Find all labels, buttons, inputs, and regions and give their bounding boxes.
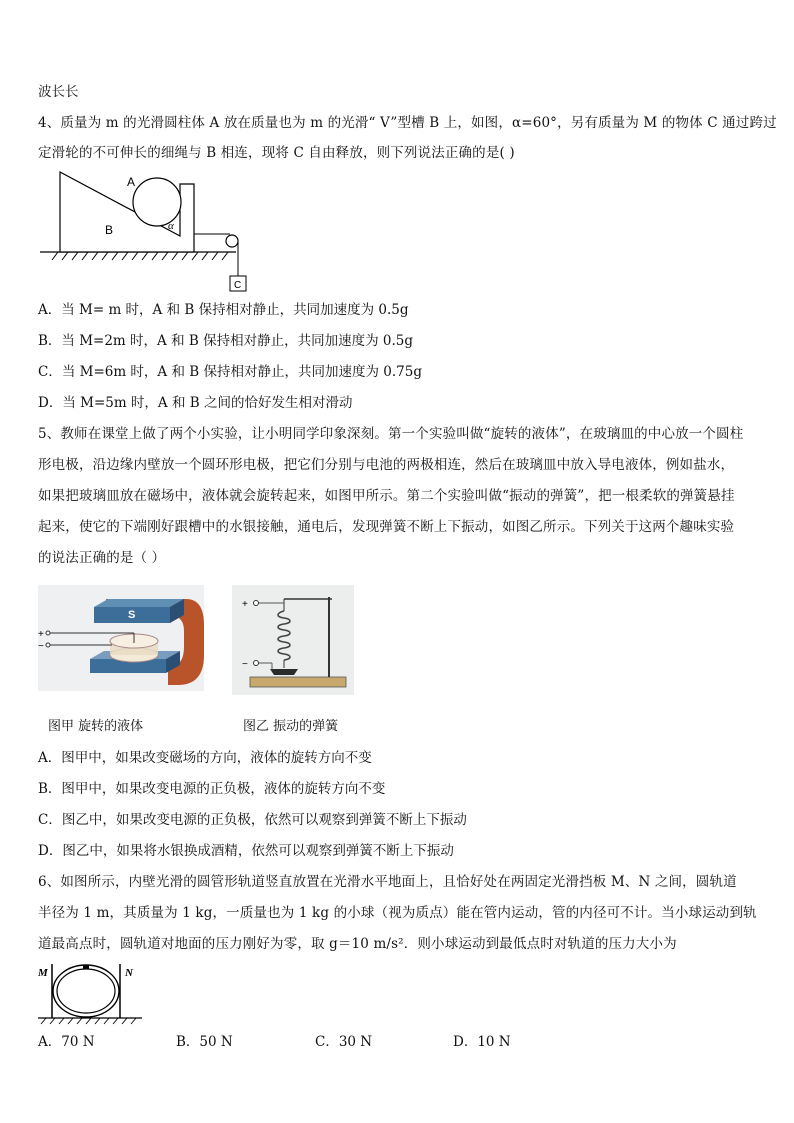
minus-label: −: [38, 641, 44, 652]
ring-track-outer: [53, 965, 119, 1017]
q4-option-c[interactable]: C．当 M=6m 时，A 和 B 保持相对静止，共同加速度为 0.75g: [38, 364, 422, 380]
q6-figure: [38, 958, 144, 1026]
q6-option-c[interactable]: C．30 N: [315, 1034, 373, 1050]
top-fragment: 波长长: [38, 84, 79, 100]
caption-left: 图甲 旋转的液体: [48, 719, 144, 734]
q4-option-d[interactable]: D．当 M=5m 时，A 和 B 之间的恰好发生相对滑动: [38, 395, 353, 411]
q5-option-a[interactable]: A．图甲中，如果改变磁场的方向，液体的旋转方向不变: [38, 750, 372, 766]
ring-track-inner: [57, 969, 115, 1013]
q5-option-c[interactable]: C．图乙中，如果改变电源的正负极，依然可以观察到弹簧不断上下振动: [38, 812, 467, 828]
plus-label: +: [38, 629, 44, 640]
minus-label-2: −: [242, 659, 248, 670]
label-c: C: [234, 280, 242, 291]
q6-option-d[interactable]: D．10 N: [453, 1034, 511, 1050]
q5-option-b[interactable]: B．图甲中，如果改变电源的正负极，液体的旋转方向不变: [38, 781, 386, 797]
magnet-s-label: S: [128, 609, 136, 621]
q4-stem-line2: 定滑轮的不可伸长的细绳与 B 相连，现将 C 自由释放，则下列说法正确的是( ): [38, 145, 515, 161]
q4-option-b[interactable]: B．当 M=2m 时，A 和 B 保持相对静止，共同加速度为 0.5g: [38, 333, 413, 349]
q5-stem-line2: 形电极，沿边缘内壁放一个圆环形电极，把它们分别与电池的两极相连，然后在玻璃皿中放入导电液体，例如盐水，: [38, 457, 735, 473]
label-b: B: [105, 223, 114, 237]
figure-vibrating-spring: [232, 585, 354, 695]
q5-stem-line1: 5、教师在课堂上做了两个小实验，让小明同学印象深刻。第一个实验叫做“旋转的液体”，在玻璃皿的中心放一个圆柱: [38, 426, 744, 442]
label-m: M: [38, 967, 48, 979]
q5-stem-line5: 的说法正确的是（ ）: [38, 550, 166, 566]
q4-stem-line1: 4、质量为 m 的光滑圆柱体 A 放在质量也为 m 的光滑“ V”型槽 B 上，如图，α=60°，另有质量为 M 的物体 C 通过跨过: [38, 115, 777, 131]
pulley: [226, 235, 238, 247]
q4-figure: [36, 166, 276, 296]
cylinder-a: [133, 178, 181, 226]
q4-option-a[interactable]: A．当 M= m 时，A 和 B 保持相对静止，共同加速度为 0.5g: [38, 302, 409, 318]
q6-stem-line2: 半径为 1 m，其质量为 1 kg，一质量也为 1 kg 的小球（视为质点）能在管内运动，管的内径可不计。当小球运动到轨: [38, 905, 757, 921]
q6-stem-line3: 道最高点时，圆轨道对地面的压力刚好为零，取 g＝10 m/s²．则小球运动到最低点时对轨道的压力大小为: [38, 936, 677, 952]
figure-rotating-liquid: [38, 585, 204, 691]
q5-option-d[interactable]: D．图乙中，如果将水银换成酒精，依然可以观察到弹簧不断上下振动: [38, 843, 454, 859]
q6-stem-line1: 6、如图所示，内壁光滑的圆管形轨道竖直放置在光滑水平地面上，且恰好处在两固定光滑挡板 M、N 之间，圆轨道: [38, 874, 737, 890]
plus-label-2: +: [242, 599, 248, 610]
q6-option-b[interactable]: B．50 N: [176, 1034, 233, 1050]
q5-stem-line3: 如果把玻璃皿放在磁场中，液体就会旋转起来，如图甲所示。第二个实验叫做“振动的弹簧”，把一根柔软的弹簧悬挂: [38, 488, 735, 504]
small-ball: [83, 965, 89, 969]
label-a: A: [127, 175, 136, 189]
label-alpha: α: [168, 220, 174, 232]
caption-right: 图乙 振动的弹簧: [243, 719, 339, 734]
label-n: N: [125, 967, 133, 979]
q5-stem-line4: 起来，使它的下端刚好跟槽中的水银接触，通电后，发现弹簧不断上下振动，如图乙所示。下列关于这两个趣味实验: [38, 519, 735, 535]
q6-option-a[interactable]: A．70 N: [38, 1034, 95, 1050]
